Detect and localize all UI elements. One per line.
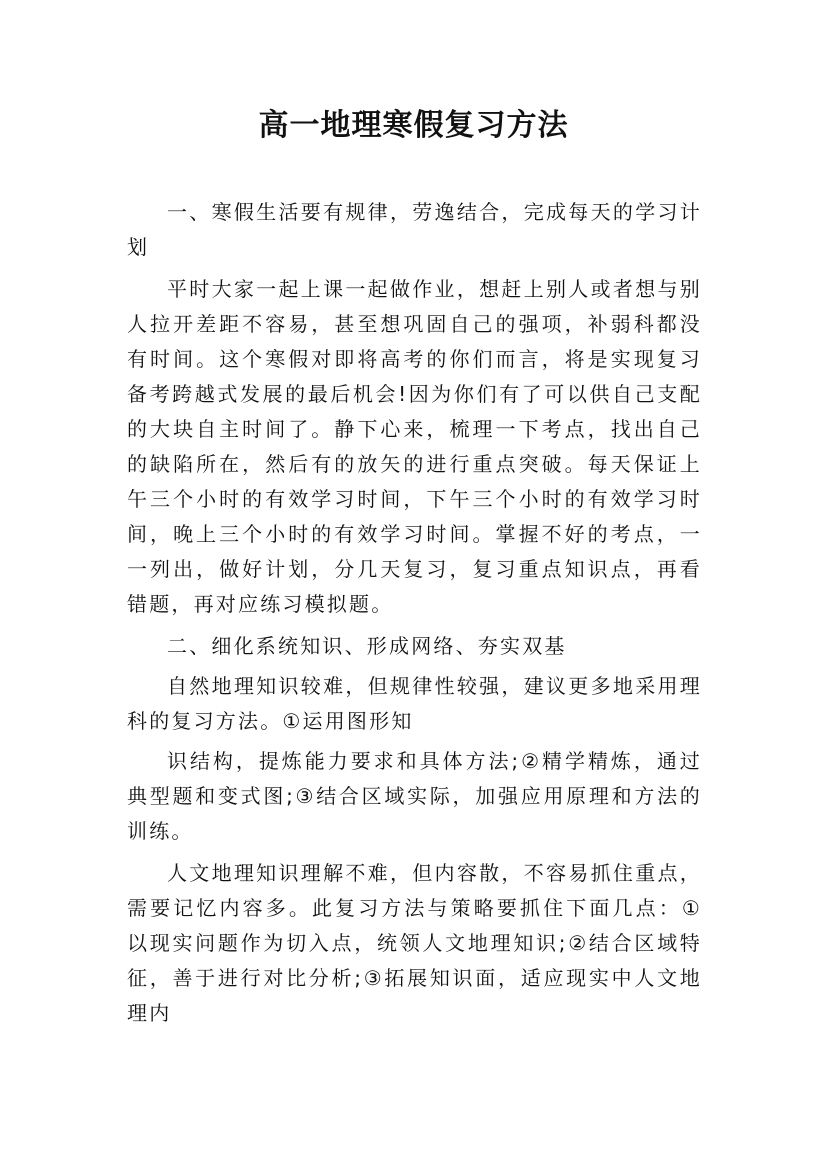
document-title: 高一地理寒假复习方法 [258,108,569,143]
section-heading-1: 一、寒假生活要有规律，劳逸结合，完成每天的学习计划 [127,200,702,259]
document-body [127,195,702,1038]
section-heading-2: 二、细化系统知识、形成网络、夯实双基 [167,634,567,658]
body-paragraph: 识结构，提炼能力要求和具体方法;②精学精炼，通过典型题和变式图;③结合区域实际，加强应用原理和方法的训练。 [127,749,702,843]
body-paragraph: 人文地理知识理解不难，但内容散，不容易抓住重点，需要记忆内容多。此复习方法与策略要抓住下面几点：①以现实问题作为切入点，统领人文地理知识;②结合区域特征，善于进行对比分析;③拓展知识面，适应现实中人文地理内 [127,861,702,1025]
body-paragraph: 平时大家一起上课一起做作业，想赶上别人或者想与别人拉开差距不容易，甚至想巩固自己的强项，补弱科都没有时间。这个寒假对即将高考的你们而言，将是实现复习备考跨越式发展的最后机会!因为你们有了可以供自己支配的大块自主时间了。静下心来，梳理一下考点，找出自己的缺陷所在，然后有的放矢的进行重点突破。每天保证上午三个小时的有效学习时间，下午三个小时的有效学习时间，晚上三个小时的有效学习时间。掌握不好的考点，一一列出，做好计划，分几天复习，复习重点知识点，再看错题，再对应练习模拟题。 [127,277,702,616]
body-paragraph: 自然地理知识较难，但规律性较强，建议更多地采用理科的复习方法。①运用图形知 [127,674,702,733]
